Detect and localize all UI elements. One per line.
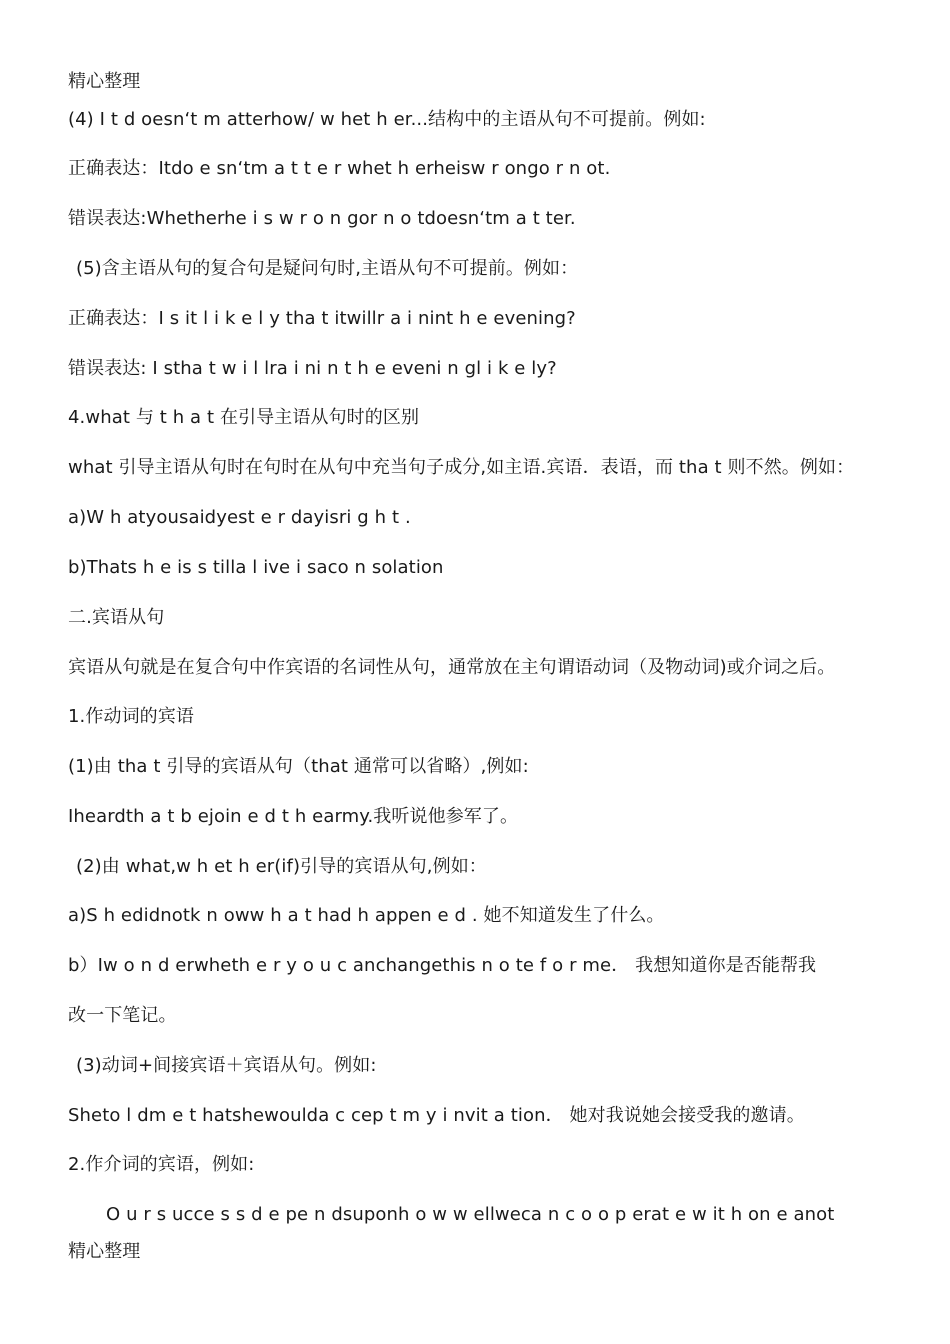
text-line: 正确表达：I s it l i k e l y tha t itwillr a i nint h e evening? — [68, 308, 576, 329]
text-line: Iheardth a t b ejoin e d t h earmy.我听说他参军了。 — [68, 806, 519, 827]
text-line: 错误表达:Whetherhe i s w r o n gor n o tdoesn‘tm a t ter. — [68, 208, 576, 229]
text-line: (2)由 what,w h et h er(if)引导的宾语从句,例如： — [76, 856, 487, 877]
text-line: O u r s ucce s s d e pe n dsuponh o w w ellweca n c o o p erat e w it h on e anot — [106, 1204, 835, 1225]
section-heading: 二.宾语从句 — [68, 607, 165, 628]
text-line: 改一下笔记。 — [68, 1005, 177, 1026]
text-line: b)Thats h e is s tilla l ive i saco n solation — [68, 557, 444, 578]
text-line: (1)由 tha t 引导的宾语从句（that 通常可以省略）,例如: — [68, 756, 529, 777]
text-line: (5)含主语从句的复合句是疑问句时,主语从句不可提前。例如： — [76, 258, 579, 279]
text-line: a)S h edidnotk n oww h a t had h appen e d . 她不知道发生了什么。 — [68, 905, 665, 926]
text-line: a)W h atyousaidyest e r dayisri g h t . — [68, 507, 411, 528]
text-line: b）Iw o n d erwheth e r y o u c anchangethis n o te f o r me． 我想知道你是否能帮我 — [68, 955, 817, 976]
text-line: Sheto l dm e t hatshewoulda c cep t m y i nvit a tion． 她对我说她会接受我的邀请。 — [68, 1105, 805, 1126]
text-line: (4) I t d oesn‘t m atterhow/ w het h er...结构中的主语从句不可提前。例如: — [68, 109, 706, 130]
section-heading: 2.作介词的宾语，例如: — [68, 1154, 255, 1175]
text-line: 错误表达: I stha t w i l lra i ni n t h e eveni n gl i k e ly? — [68, 358, 557, 379]
page-header: 精心整理 — [68, 71, 141, 92]
text-line: 宾语从句就是在复合句中作宾语的名词性从句，通常放在主句谓语动词（及物动词)或介词之后。 — [68, 657, 836, 678]
section-heading: 4.what 与 t h a t 在引导主语从句时的区别 — [68, 407, 420, 428]
page-footer: 精心整理 — [68, 1241, 141, 1262]
text-line: 正确表达：Itdo e sn‘tm a t t e r whet h erheisw r ongo r n ot. — [68, 158, 611, 179]
text-line: (3)动词+间接宾语＋宾语从句。例如: — [76, 1055, 377, 1076]
section-heading: 1.作动词的宾语 — [68, 706, 194, 727]
text-line: what 引导主语从句时在句时在从句中充当句子成分,如主语.宾语．表语，而 tha t 则不然。例如： — [68, 457, 855, 478]
